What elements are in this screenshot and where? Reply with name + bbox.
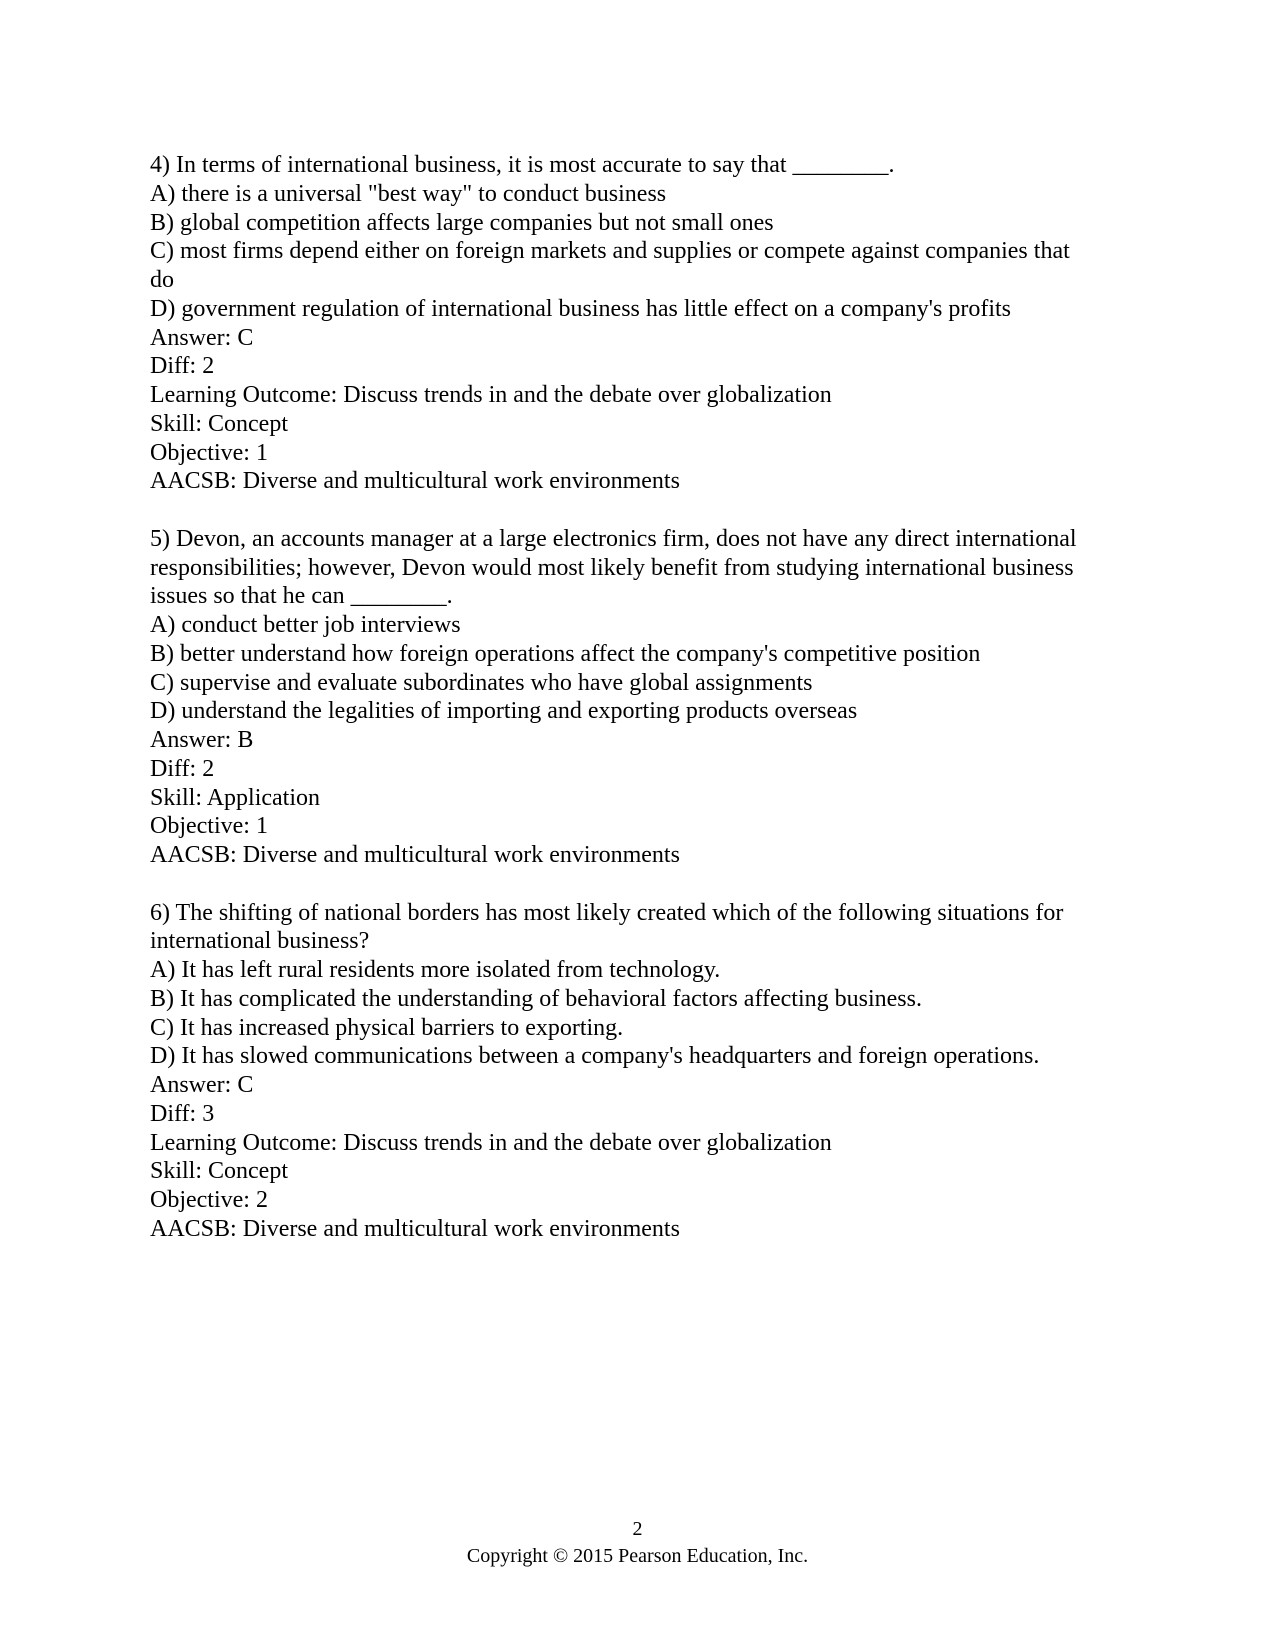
objective: Objective: 1 [150,439,268,466]
skill: Skill: Concept [150,410,288,437]
option-d: D) government regulation of international business has little effect on a company's profits [150,295,1011,322]
skill: Skill: Concept [150,1158,288,1185]
question-6 [150,899,1130,1244]
option-b: B) It has complicated the understanding of behavioral factors affecting business. [150,985,922,1012]
answer: Answer: B [150,727,254,753]
option-b: B) global competition affects large companies but not small ones [150,209,774,236]
question-stem: 5) Devon, an accounts manager at a large electronics firm, does not have any direct international responsibilities; however, Devon would most likely benefit from studying international business issues so that he can ________. [150,525,1077,610]
page-number: 2 [632,1518,643,1540]
option-c: C) most firms depend either on foreign markets and supplies or compete against companies that do [150,238,1070,293]
answer: Answer: C [150,324,254,351]
skill: Skill: Application [150,784,321,811]
difficulty: Diff: 2 [150,353,215,380]
learning-outcome: Learning Outcome: Discuss trends in and the debate over globalization [150,1129,832,1156]
objective: Objective: 2 [150,1187,268,1213]
question-stem: 6) The shifting of national borders has most likely created which of the following situations for international business? [150,899,1064,955]
question-5 [150,525,1130,870]
aacsb: AACSB: Diverse and multicultural work environments [150,468,680,495]
aacsb: AACSB: Diverse and multicultural work environments [150,1215,680,1242]
objective: Objective: 1 [150,813,268,840]
answer: Answer: C [150,1072,254,1098]
question-stem: 4) In terms of international business, it is most accurate to say that ________. [150,152,895,178]
option-a: A) conduct better job interviews [150,612,461,638]
option-a: A) It has left rural residents more isolated from technology. [150,957,721,983]
option-c: C) It has increased physical barriers to exporting. [150,1014,624,1041]
aacsb: AACSB: Diverse and multicultural work environments [150,842,680,868]
difficulty: Diff: 2 [150,755,215,782]
learning-outcome: Learning Outcome: Discuss trends in and the debate over globalization [150,382,832,408]
difficulty: Diff: 3 [150,1100,215,1127]
option-c: C) supervise and evaluate subordinates who have global assignments [150,669,813,696]
option-d: D) understand the legalities of importing and exporting products overseas [150,698,858,725]
option-a: A) there is a universal "best way" to conduct business [150,180,667,207]
copyright-notice: Copyright © 2015 Pearson Education, Inc. [466,1545,809,1567]
question-4 [150,151,1130,496]
option-d: D) It has slowed communications between a company's headquarters and foreign operations. [150,1043,1040,1070]
question-list [150,151,1130,1272]
option-b: B) better understand how foreign operations affect the company's competitive position [150,640,981,667]
